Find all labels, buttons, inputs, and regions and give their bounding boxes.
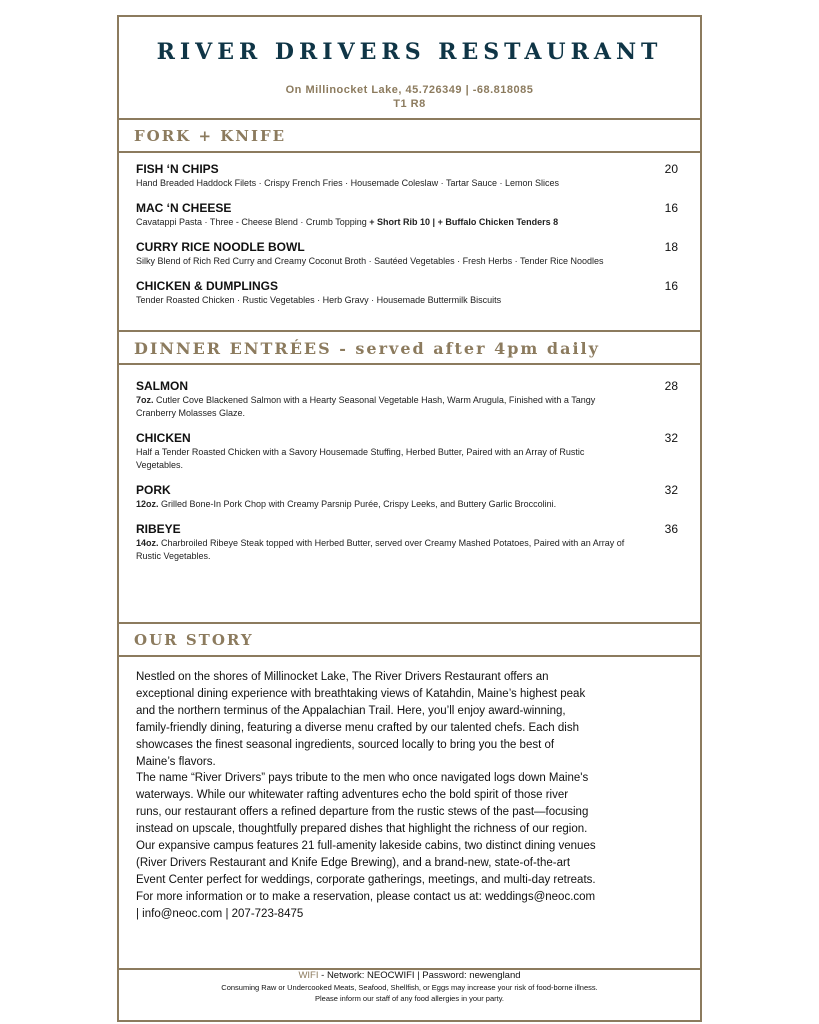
menu-item	[136, 279, 678, 307]
item-price: 16	[664, 279, 678, 293]
item-name: CHICKEN	[136, 431, 191, 445]
desc-text: Cavatappi Pasta · Three - Cheese Blend · Crumb Topping	[136, 217, 370, 227]
portion: 7oz.	[136, 395, 154, 405]
divider	[119, 363, 700, 365]
item-name: CURRY RICE NOODLE BOWL	[136, 240, 305, 254]
dinner-list	[136, 379, 678, 574]
item-price: 18	[664, 240, 678, 254]
desc-text: Cutler Cove Blackened Salmon with a Hearty Seasonal Vegetable Hash, Warm Arugula, Finished with a Tangy Cranberry Molasses Glaze.	[136, 395, 596, 418]
food-warning: Consuming Raw or Undercooked Meats, Seafood, Shellfish, or Eggs may increase your risk of food-borne illness.	[221, 983, 598, 992]
item-name: MAC ‘N CHEESE	[136, 201, 232, 215]
section-heading-dinner: DINNER ENTRÉES - served after 4pm daily	[134, 339, 600, 358]
item-price: 32	[664, 483, 678, 497]
item-desc	[136, 394, 626, 420]
item-desc	[136, 498, 626, 511]
divider	[119, 330, 700, 332]
item-desc: Hand Breaded Haddock Filets · Crispy French Fries · Housemade Coleslaw · Tartar Sauce · Lemon Slices	[136, 178, 560, 188]
portion: 14oz.	[136, 538, 159, 548]
item-price: 32	[664, 431, 678, 445]
location	[119, 83, 700, 111]
divider	[119, 655, 700, 657]
desc-text: Half a Tender Roasted Chicken with a Savory Housemade Stuffing, Herbed Butter, Paired with an Array of Rustic Vegetables.	[136, 447, 585, 470]
story-paragraph: Nestled on the shores of Millinocket Lake, The River Drivers Restaurant offers an exceptional dining experience with breathtaking views of Katahdin, Maine’s highest peak and the northern terminus of the Appalachian Trail. Here, you’ll enjoy award-winning, family-friendly dining, featuring a diverse menu crafted by our talented chefs. Each dish showcases the finest seasonal ingredients, sourced locally to bring you the best of Maine’s flavors.	[136, 671, 586, 768]
item-price: 28	[664, 379, 678, 393]
township: T1 R8	[393, 98, 426, 110]
menu-frame	[117, 15, 702, 1022]
menu-item	[136, 162, 678, 190]
section-heading-story: OUR STORY	[134, 631, 254, 649]
menu-item	[136, 522, 678, 563]
menu-item	[136, 483, 678, 511]
divider	[119, 622, 700, 624]
story-paragraph: Our expansive campus features 21 full-amenity lakeside cabins, two distinct dining venues (River Drivers Restaurant and Knife Edge Brewing), and a brand-new, state-of-the-art Event Center perfect for weddings, corporate gatherings, meetings, and multi-day retreats.	[136, 840, 596, 886]
story-contact: For more information or to make a reservation, please contact us at: weddings@neoc.com | info@neoc.com | 207-723-8475	[136, 890, 596, 920]
menu-item	[136, 240, 678, 268]
location-coords: On Millinocket Lake, 45.726349 | -68.818085	[285, 84, 534, 96]
wifi-label: WIFI	[298, 970, 319, 981]
divider	[119, 151, 700, 153]
item-name: SALMON	[136, 379, 188, 393]
divider	[119, 118, 700, 120]
item-price: 36	[664, 522, 678, 536]
item-desc	[136, 446, 626, 472]
item-name: RIBEYE	[136, 522, 181, 536]
fork-knife-list	[136, 162, 678, 318]
item-desc: Silky Blend of Rich Red Curry and Creamy Coconut Broth · Sautéed Vegetables · Fresh Herbs · Tender Rice Noodles	[136, 256, 604, 266]
item-desc	[136, 216, 656, 229]
section-heading-fork-knife: FORK + KNIFE	[134, 127, 287, 145]
item-desc	[136, 537, 626, 563]
menu-item	[136, 431, 678, 472]
item-name: CHICKEN & DUMPLINGS	[136, 279, 279, 293]
story-text	[136, 669, 596, 923]
story-paragraph: The name “River Drivers” pays tribute to the men who once navigated logs down Maine's waterways. While our whitewater rafting adventures echo the bold spirit of those river runs, our restaurant offers a refined departure from the rustic stews of the past—focusing instead on upscale, thoughtfully prepared dishes that highlight the richness of our region.	[136, 772, 589, 836]
restaurant-title: RIVER DRIVERS RESTAURANT	[156, 39, 663, 65]
menu-item	[136, 379, 678, 420]
allergy-notice: Please inform our staff of any food allergies in your party.	[315, 994, 504, 1003]
desc-text: Grilled Bone-In Pork Chop with Creamy Parsnip Purée, Crispy Leeks, and Buttery Garlic Broccolini.	[158, 499, 557, 509]
desc-text: Charbroiled Ribeye Steak topped with Herbed Butter, served over Creamy Mashed Potatoes, Paired with an Array of Rustic Vegetables.	[136, 538, 625, 561]
item-name: PORK	[136, 483, 171, 497]
item-name: FISH ‘N CHIPS	[136, 162, 219, 176]
wifi-text: - Network: NEOCWIFI | Password: newengland	[318, 970, 521, 981]
menu-item	[136, 201, 678, 229]
item-price: 20	[664, 162, 678, 176]
item-price: 16	[664, 201, 678, 215]
footer	[119, 970, 700, 1004]
add-ons: + Short Rib 10 | + Buffalo Chicken Tenders 8	[369, 217, 559, 227]
item-desc: Tender Roasted Chicken · Rustic Vegetables · Herb Gravy · Housemade Buttermilk Biscuits	[136, 295, 502, 305]
portion: 12oz.	[136, 499, 159, 509]
wifi-info	[119, 970, 700, 982]
